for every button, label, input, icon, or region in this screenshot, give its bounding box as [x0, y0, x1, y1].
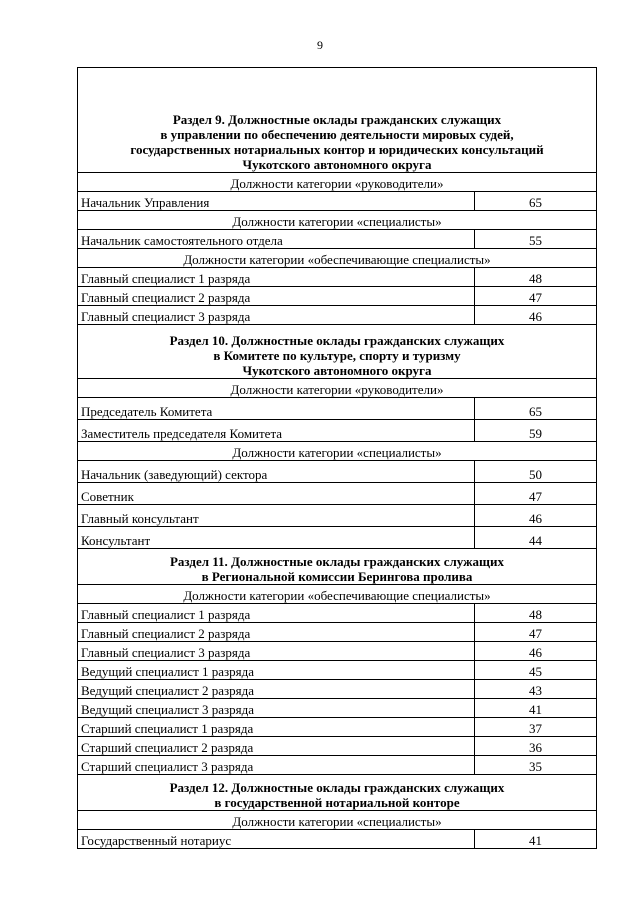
table-row: [78, 230, 597, 249]
position-name: Главный специалист 1 разряда: [78, 604, 475, 623]
category-label: Должности категории «специалисты»: [78, 211, 597, 230]
table-row: [78, 661, 597, 680]
position-name: Главный специалист 3 разряда: [78, 306, 475, 325]
salary-value: 46: [475, 642, 597, 661]
table-row: [78, 483, 597, 505]
table-row: [78, 461, 597, 483]
section-title: Раздел 11. Должностные оклады гражданских служащих в Региональной комиссии Берингова пролива: [78, 549, 597, 585]
table-row: [78, 505, 597, 527]
category-row: [78, 211, 597, 230]
salary-value: 47: [475, 483, 597, 505]
position-name: Начальник (заведующий) сектора: [78, 461, 475, 483]
table-row: [78, 756, 597, 775]
position-name: Старший специалист 3 разряда: [78, 756, 475, 775]
table-row: [78, 192, 597, 211]
category-row: [78, 585, 597, 604]
table-row: [78, 306, 597, 325]
position-name: Ведущий специалист 3 разряда: [78, 699, 475, 718]
position-name: Консультант: [78, 527, 475, 549]
table-row: [78, 420, 597, 442]
page-number: 9: [317, 38, 323, 52]
category-row: [78, 379, 597, 398]
category-row: [78, 249, 597, 268]
category-row: [78, 442, 597, 461]
salary-value: 55: [475, 230, 597, 249]
table-row: [78, 718, 597, 737]
position-name: Начальник самостоятельного отдела: [78, 230, 475, 249]
section-header-row: [78, 549, 597, 585]
table-row: [78, 398, 597, 420]
position-name: Советник: [78, 483, 475, 505]
salary-value: 41: [475, 699, 597, 718]
section-title: Раздел 12. Должностные оклады гражданских служащих в государственной нотариальной конторе: [78, 775, 597, 811]
section-header-row: [78, 325, 597, 379]
position-name: Главный специалист 2 разряда: [78, 623, 475, 642]
table-row: [78, 737, 597, 756]
position-name: Старший специалист 2 разряда: [78, 737, 475, 756]
salary-value: 47: [475, 623, 597, 642]
salary-value: 65: [475, 192, 597, 211]
salary-value: 43: [475, 680, 597, 699]
salary-value: 37: [475, 718, 597, 737]
position-name: Главный специалист 3 разряда: [78, 642, 475, 661]
table-row: [78, 623, 597, 642]
salary-value: 41: [475, 830, 597, 849]
table-row: [78, 642, 597, 661]
category-label: Должности категории «специалисты»: [78, 811, 597, 830]
section-header-row: [78, 68, 597, 173]
position-name: Начальник Управления: [78, 192, 475, 211]
salary-value: 46: [475, 306, 597, 325]
position-name: Главный консультант: [78, 505, 475, 527]
salary-table: [77, 67, 597, 849]
table-row: [78, 830, 597, 849]
salary-value: 47: [475, 287, 597, 306]
salary-value: 46: [475, 505, 597, 527]
table-row: [78, 268, 597, 287]
category-row: [78, 811, 597, 830]
table-row: [78, 287, 597, 306]
position-name: Заместитель председателя Комитета: [78, 420, 475, 442]
category-row: [78, 173, 597, 192]
salary-value: 50: [475, 461, 597, 483]
position-name: Старший специалист 1 разряда: [78, 718, 475, 737]
position-name: Главный специалист 2 разряда: [78, 287, 475, 306]
salary-value: 65: [475, 398, 597, 420]
category-label: Должности категории «руководители»: [78, 173, 597, 192]
position-name: Главный специалист 1 разряда: [78, 268, 475, 287]
position-name: Государственный нотариус: [78, 830, 475, 849]
salary-value: 44: [475, 527, 597, 549]
table-row: [78, 699, 597, 718]
salary-value: 35: [475, 756, 597, 775]
category-label: Должности категории «специалисты»: [78, 442, 597, 461]
table-row: [78, 680, 597, 699]
position-name: Председатель Комитета: [78, 398, 475, 420]
position-name: Ведущий специалист 2 разряда: [78, 680, 475, 699]
salary-value: 48: [475, 604, 597, 623]
position-name: Ведущий специалист 1 разряда: [78, 661, 475, 680]
category-label: Должности категории «обеспечивающие специалисты»: [78, 249, 597, 268]
salary-value: 59: [475, 420, 597, 442]
table-row: [78, 527, 597, 549]
salary-value: 48: [475, 268, 597, 287]
category-label: Должности категории «руководители»: [78, 379, 597, 398]
table-row: [78, 604, 597, 623]
category-label: Должности категории «обеспечивающие специалисты»: [78, 585, 597, 604]
salary-value: 45: [475, 661, 597, 680]
section-title: Раздел 9. Должностные оклады гражданских служащих в управлении по обеспечению деятельности мировых судей, государственных нотариальных контор и юридических консультаций Чукотского автономного округа: [78, 68, 597, 173]
section-title: Раздел 10. Должностные оклады гражданских служащих в Комитете по культуре, спорту и туризму Чукотского автономного округа: [78, 325, 597, 379]
section-header-row: [78, 775, 597, 811]
salary-value: 36: [475, 737, 597, 756]
